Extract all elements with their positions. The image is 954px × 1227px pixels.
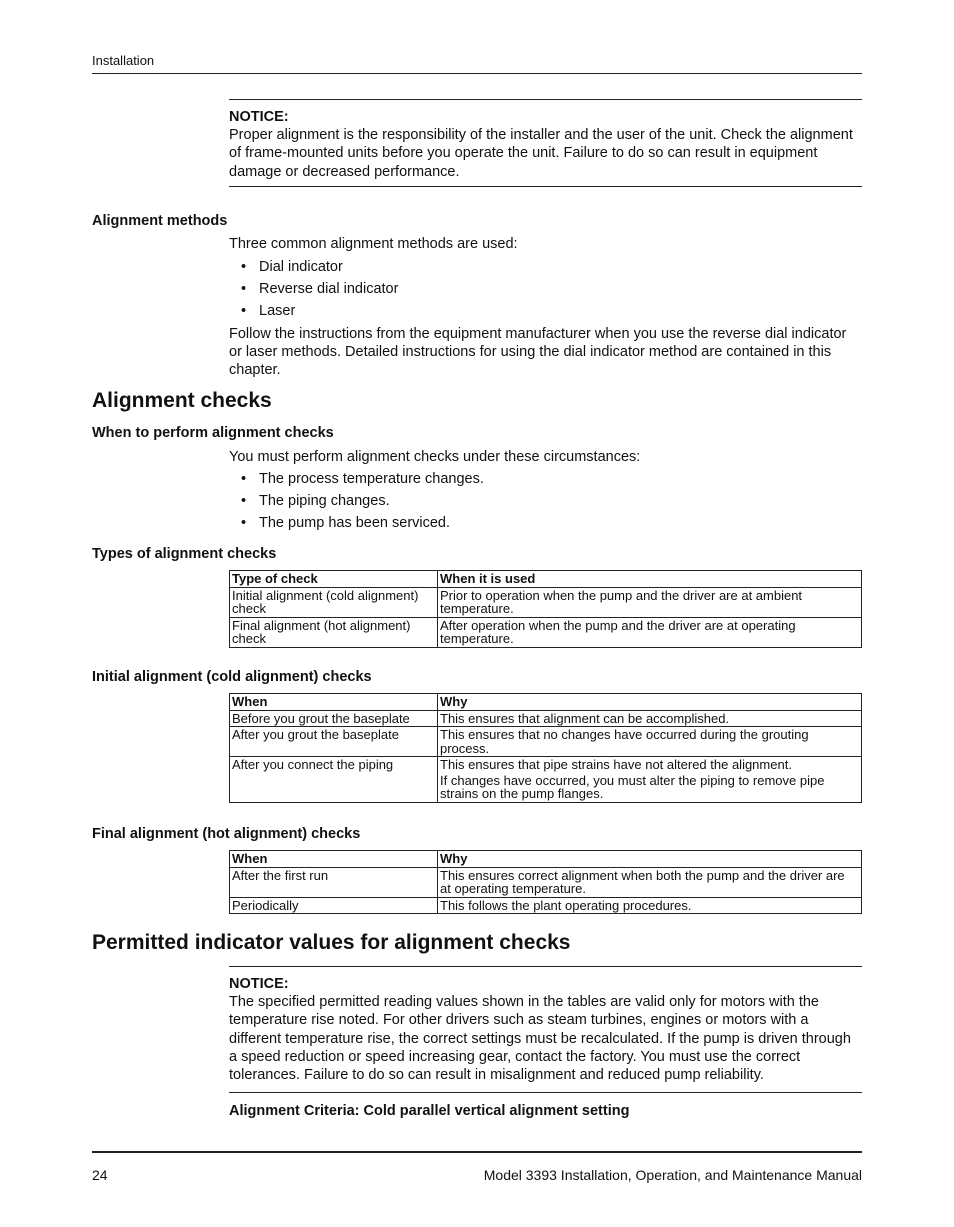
column-header: Type of check [230,571,438,588]
footer-rule [92,1151,862,1153]
notice-text: Proper alignment is the responsibility of the installer and the user of the unit. Check the alignment of frame-mounted units before you operate the unit. Failure to do so can result in equipment damage or decreased performance. [229,127,853,180]
notice-box [229,99,862,187]
column-header: Why [438,851,862,868]
table-cell: This ensures correct alignment when both the pump and the driver are at operating temperature. [438,867,862,897]
column-header: When [230,851,438,868]
alignment-methods-intro: Three common alignment methods are used: [229,236,518,252]
table-cell: Final alignment (hot alignment) check [230,617,438,647]
table-cell: After operation when the pump and the driver are at operating temperature. [438,617,862,647]
list-item: • The piping changes. [241,492,484,514]
column-header: When it is used [438,571,862,588]
when-to-perform-list [241,470,484,536]
when-to-perform-intro: You must perform alignment checks under these circumstances: [229,449,641,465]
list-item: • Laser [241,302,398,324]
manual-title: Model 3393 Installation, Operation, and Maintenance Manual [483,1167,862,1183]
table-cell: This ensures that alignment can be accomplished. [438,710,862,727]
alignment-methods-heading: Alignment methods [92,213,228,229]
cell-text: This ensures that pipe strains have not altered the alignment. [440,757,792,772]
alignment-criteria-heading: Alignment Criteria: Cold parallel vertical alignment setting [229,1103,630,1119]
initial-alignment-heading: Initial alignment (cold alignment) checks [92,669,372,685]
table-row [230,710,862,727]
table-cell: Prior to operation when the pump and the driver are at ambient temperature. [438,587,862,617]
table-row [230,727,862,757]
column-header: When [230,694,438,711]
when-to-perform-heading: When to perform alignment checks [92,425,334,441]
cell-note: If changes have occurred, you must alter the piping to remove pipe strains on the pump flanges. [440,772,825,801]
table-row [230,757,862,803]
final-alignment-table [229,850,862,914]
table-row [230,897,862,914]
table-header-row [230,694,862,711]
final-alignment-heading: Final alignment (hot alignment) checks [92,826,361,842]
table-cell: After you connect the piping [230,757,438,803]
table-cell: After the first run [230,867,438,897]
table-cell: After you grout the baseplate [230,727,438,757]
table-cell: This ensures that no changes have occurred during the grouting process. [438,727,862,757]
column-header: Why [438,694,862,711]
page-number: 24 [92,1167,108,1183]
table-cell [438,757,862,803]
table-cell: Before you grout the baseplate [230,710,438,727]
table-row [230,587,862,617]
permitted-values-title: Permitted indicator values for alignment checks [92,931,571,954]
types-of-checks-table [229,570,862,648]
table-cell: This follows the plant operating procedures. [438,897,862,914]
list-item: • The pump has been serviced. [241,514,484,536]
table-row [230,617,862,647]
table-row [230,867,862,897]
alignment-methods-list [241,258,398,324]
initial-alignment-table [229,693,862,803]
list-item: • Reverse dial indicator [241,280,398,302]
header-rule [92,73,862,74]
alignment-methods-followup: Follow the instructions from the equipment manufacturer when you use the reverse dial indicator or laser methods. Detailed instructions for using the dial indicator method are contained in this chapter. [229,326,847,379]
list-item: • Dial indicator [241,258,398,280]
table-header-row [230,571,862,588]
table-cell: Periodically [230,897,438,914]
table-cell: Initial alignment (cold alignment) check [230,587,438,617]
table-header-row [230,851,862,868]
notice-text: The specified permitted reading values shown in the tables are valid only for motors with the temperature rise noted. For other drivers such as steam turbines, engines or motors with a different temperature rise, the correct settings must be recalculated. If the pump is driven through a speed reduction or speed increasing gear, contact the factory. You must use the correct tolerances. Failure to do so can result in misalignment and reduced pump reliability. [229,994,851,1084]
running-header: Installation [92,53,155,68]
notice-title: NOTICE: [229,109,289,125]
notice-box [229,966,862,1093]
notice-title: NOTICE: [229,976,289,992]
list-item: • The process temperature changes. [241,470,484,492]
alignment-checks-title: Alignment checks [92,389,272,412]
types-of-checks-heading: Types of alignment checks [92,546,277,562]
